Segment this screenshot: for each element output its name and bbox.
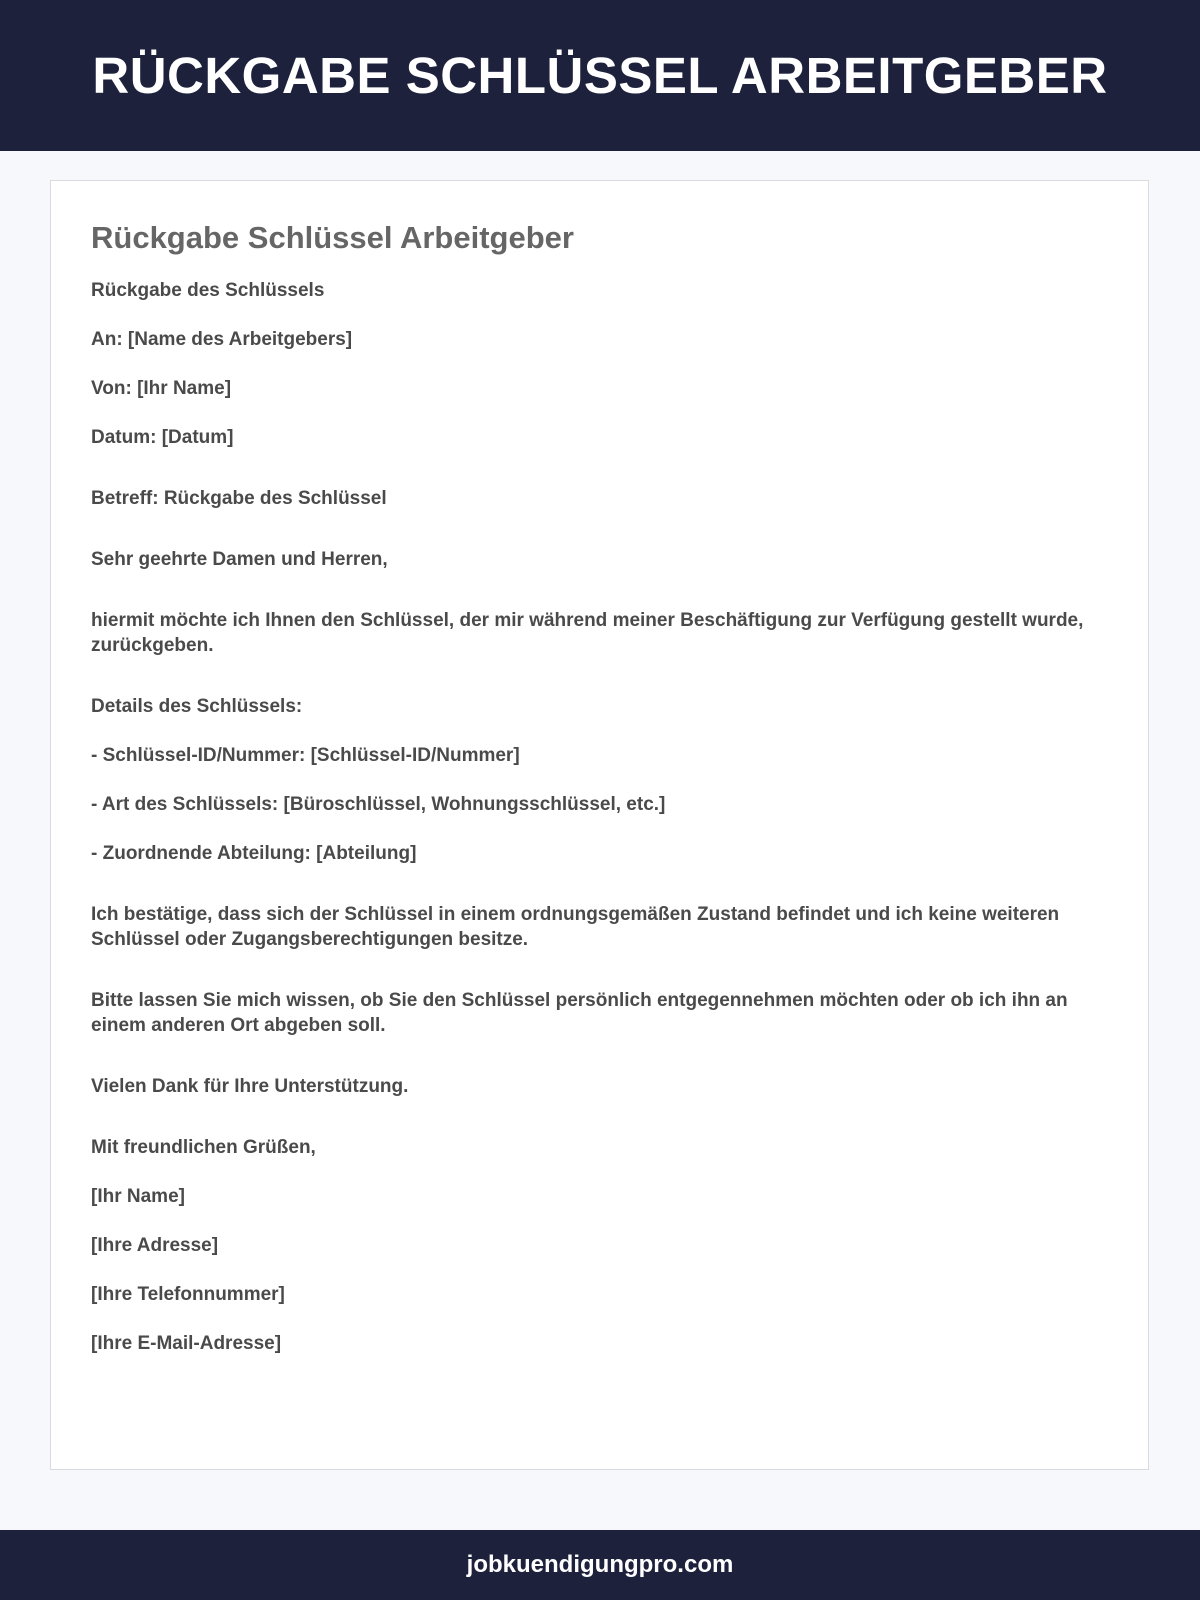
- signature-address: [Ihre Adresse]: [91, 1235, 219, 1257]
- detail-department: - Zuordnende Abteilung: [Abteilung]: [91, 843, 417, 865]
- page-header: [0, 0, 1200, 151]
- detail-key-id: - Schlüssel-ID/Nummer: [Schlüssel-ID/Nummer]: [91, 745, 520, 767]
- detail-key-type: - Art des Schlüssels: [Büroschlüssel, Wohnungsschlüssel, etc.]: [91, 794, 666, 816]
- letter-heading: Rückgabe des Schlüssels: [91, 280, 325, 302]
- footer-site-link[interactable]: jobkuendigungpro.com: [466, 1551, 734, 1578]
- letter-card: [50, 180, 1149, 1470]
- subject-line: Betreff: Rückgabe des Schlüssel: [91, 488, 387, 510]
- salutation: Sehr geehrte Damen und Herren,: [91, 549, 388, 571]
- signature-name: [Ihr Name]: [91, 1186, 185, 1208]
- intro-paragraph: hiermit möchte ich Ihnen den Schlüssel, der mir während meiner Beschäftigung zur Verfügung gestellt wurde, zurückgeben.: [91, 610, 1084, 657]
- signature-email: [Ihre E-Mail-Adresse]: [91, 1333, 282, 1355]
- date-line: Datum: [Datum]: [91, 427, 234, 449]
- document-title: Rückgabe Schlüssel Arbeitgeber: [91, 220, 574, 255]
- request-paragraph: Bitte lassen Sie mich wissen, ob Sie den Schlüssel persönlich entgegennehmen möchten oder ob ich ihn an einem anderen Ort abgeben soll.: [91, 990, 1068, 1037]
- thanks-line: Vielen Dank für Ihre Unterstützung.: [91, 1076, 409, 1098]
- page-footer: [0, 1530, 1200, 1600]
- header-title: RÜCKGABE SCHLÜSSEL ARBEITGEBER: [92, 47, 1108, 104]
- recipient-line: An: [Name des Arbeitgebers]: [91, 329, 353, 351]
- sender-line: Von: [Ihr Name]: [91, 378, 232, 400]
- confirmation-paragraph: Ich bestätige, dass sich der Schlüssel in einem ordnungsgemäßen Zustand befindet und ich keine weiteren Schlüssel oder Zugangsberechtigungen besitze.: [91, 904, 1060, 951]
- details-heading: Details des Schlüssels:: [91, 696, 303, 718]
- closing-line: Mit freundlichen Grüßen,: [91, 1137, 316, 1159]
- signature-phone: [Ihre Telefonnummer]: [91, 1284, 285, 1306]
